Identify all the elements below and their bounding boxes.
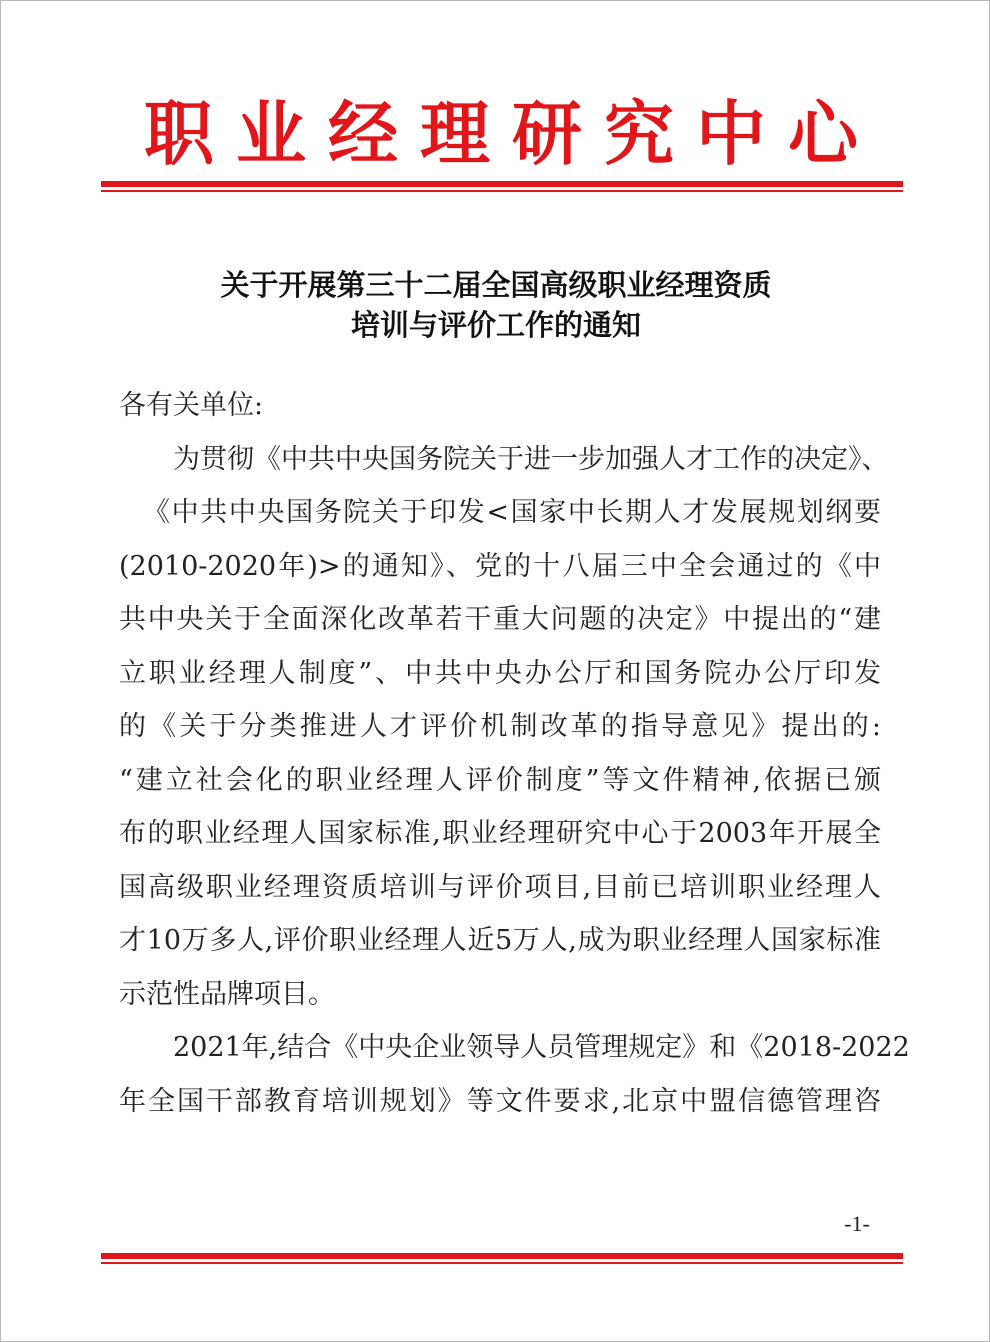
footer-rule-thin bbox=[101, 1262, 903, 1264]
body-line: (2010-2020年)>的通知》、党的十八届三中全会通过的《中 bbox=[119, 550, 881, 582]
body-line: 才10万多人,评价职业经理人近5万人,成为职业经理人国家标准 bbox=[119, 925, 881, 956]
page-number: -1- bbox=[844, 1211, 870, 1236]
body-line: 的《关于分类推进人才评价机制改革的指导意见》提出的: bbox=[119, 711, 881, 742]
body-line: 年全国干部教育培训规划》等文件要求,北京中盟信德管理咨 bbox=[119, 1085, 881, 1117]
org-letterhead-title: 职业经理研究中心 bbox=[144, 92, 880, 175]
letterhead-rule-thin bbox=[101, 190, 903, 192]
body-line: “建立社会化的职业经理人评价制度”等文件精神,依据已颁 bbox=[119, 764, 881, 796]
body-line: 立职业经理人制度”、中共中央办公厅和国务院办公厅印发 bbox=[119, 657, 881, 689]
body-line: 为贯彻《中共中央国务院关于进一步加强人才工作的决定》、 bbox=[173, 443, 889, 475]
document-title-line-2: 培训与评价工作的通知 bbox=[350, 308, 641, 342]
body-line: 《中共中央国务院关于印发<国家中长期人才发展规划纲要 bbox=[143, 497, 881, 528]
salutation: 各有关单位: bbox=[119, 390, 264, 421]
body-line: 布的职业经理人国家标准,职业经理研究中心于2003年开展全 bbox=[119, 818, 881, 849]
body-line: 2021年,结合《中央企业领导人员管理规定》和《2018-2022 bbox=[173, 1032, 910, 1063]
letterhead-rule-thick bbox=[101, 181, 903, 187]
document-title bbox=[101, 265, 891, 345]
footer-rule-thick bbox=[101, 1253, 903, 1259]
body-line: 国高级职业经理资质培训与评价项目,目前已培训职业经理人 bbox=[119, 871, 881, 903]
body-line: 共中央关于全面深化改革若干重大问题的决定》中提出的“建 bbox=[119, 604, 881, 635]
body-line: 示范性品牌项目。 bbox=[119, 978, 335, 1010]
document-title-line-1: 关于开展第三十二届全国高级职业经理资质 bbox=[220, 268, 772, 302]
document-body bbox=[119, 379, 910, 1128]
